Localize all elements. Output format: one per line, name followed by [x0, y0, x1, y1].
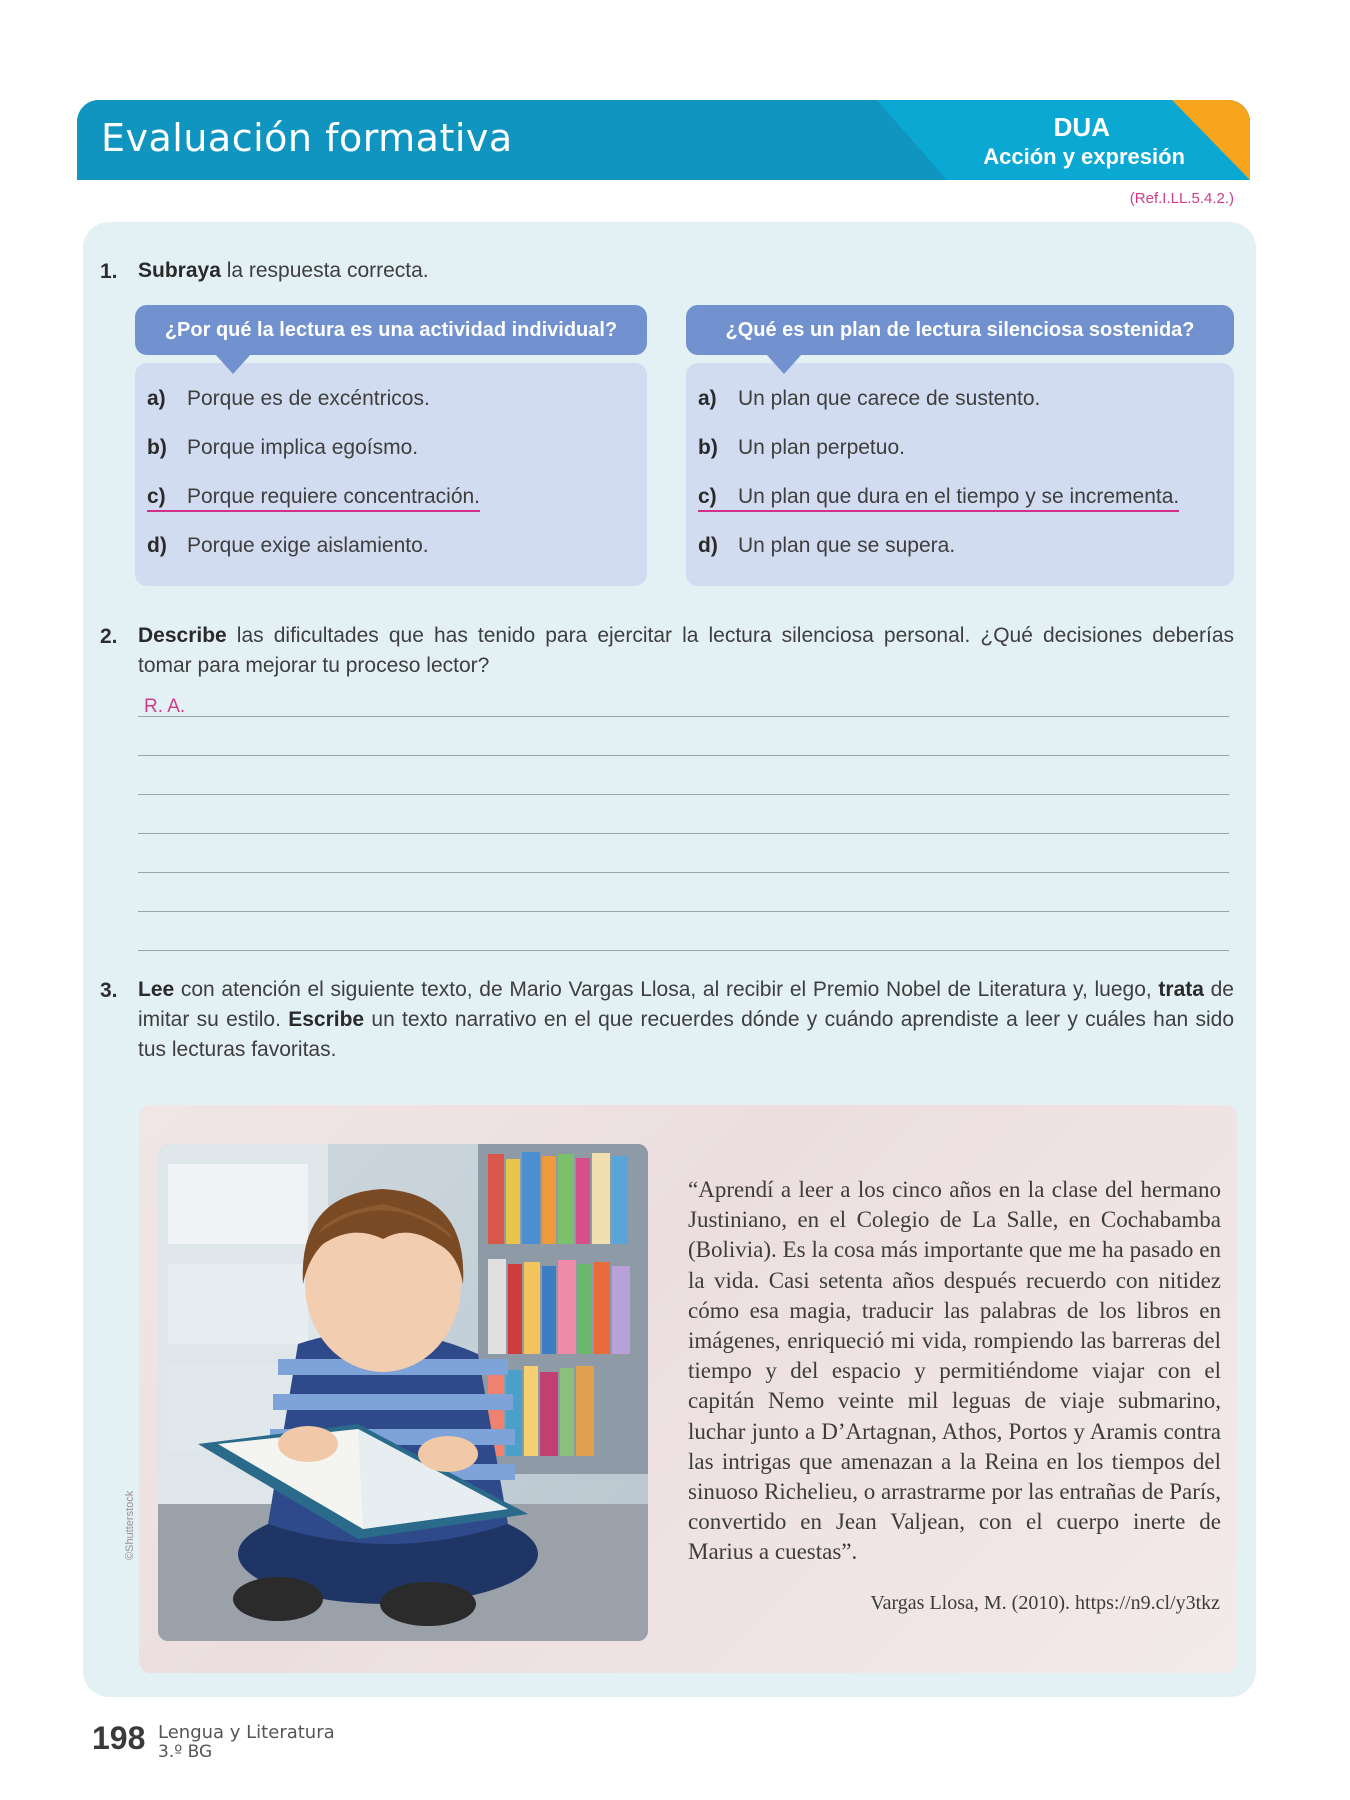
option-1d[interactable]: d) Porque exige aislamiento. [147, 534, 429, 557]
question-1-rest: la respuesta correcta. [220, 259, 429, 282]
child-reading-photo [158, 1144, 648, 1641]
photo-credit: ©Shutterstock [124, 1490, 136, 1560]
writing-line[interactable] [138, 755, 1229, 756]
question-box-2-pointer [766, 354, 802, 374]
writing-line[interactable] [138, 716, 1229, 717]
question-1-number: 1. [100, 260, 118, 283]
question-box-2-header: ¿Qué es un plan de lectura silenciosa sostenida? [686, 305, 1234, 355]
section-header [77, 100, 1250, 180]
question-2-rest: las dificultades que has tenido para ejercitar la lectura silenciosa personal. ¿Qué decisiones deberías tomar para mejorar tu proceso lector? [138, 624, 1234, 677]
answer-text: R. A. [144, 696, 186, 717]
question-box-1-pointer [215, 354, 251, 374]
book-grade: 3.º BG [158, 1742, 213, 1762]
dua-subtitle: Acción y expresión [983, 144, 1185, 169]
quote-text: “Aprendí a leer a los cinco años en la clase del hermano Justiniano, en el Colegio de La Salle, en Cochabamba (Bolivia). Es la cosa más importante que me ha pasado en la vida. Casi setenta años después recuerdo con nitidez cómo esa magia, traducir las palabras de los libros en imágenes, enriqueció mi vida, rompiendo las barreras del tiempo y del espacio y permitiéndome viajar con el capitán Nemo veinte mil leguas de viaje submarino, luchar junto a D’Artagnan, Athos, Portos y Aramis contra las intrigas que amenazan a la Reina en los tiempos del sinuoso Richelieu, o arrastrarme por las entrañas de París, convertido en Jean Valjean, con el cuerpo inerte de Marius a cuestas”. [688, 1177, 1221, 1565]
writing-line[interactable] [138, 950, 1229, 951]
question-box-1-header: ¿Por qué la lectura es una actividad individual? [135, 305, 647, 355]
writing-line[interactable] [138, 833, 1229, 834]
child-reading-illustration [158, 1144, 648, 1641]
question-3-number: 3. [100, 979, 118, 1002]
question-3-verb-trata: trata [1158, 978, 1204, 1001]
question-1-instruction [138, 256, 429, 286]
question-2-verb: Describe [138, 624, 227, 647]
writing-line[interactable] [138, 911, 1229, 912]
reference-code: (Ref.I.LL.5.4.2.) [1129, 190, 1234, 207]
page-title: Evaluación formativa [101, 116, 513, 160]
question-3-instruction: Lee con atención el siguiente texto, de Mario Vargas Llosa, al recibir el Premio Nobel de Literatura y, luego, trata de imitar su estilo. Escribe un texto narrativo en el que recuerdes dónde y cuándo aprendiste a leer y cuáles han sido tus lecturas favoritas. [138, 978, 1234, 1061]
option-2c[interactable]: c) Un plan que dura en el tiempo y se incrementa. [698, 485, 1179, 512]
writing-line[interactable] [138, 794, 1229, 795]
option-1c[interactable]: c) Porque requiere concentración. [147, 485, 480, 512]
question-3-verb-escribe: Escribe [288, 1008, 365, 1031]
option-1b[interactable]: b) Porque implica egoísmo. [147, 436, 419, 459]
writing-line[interactable] [138, 872, 1229, 873]
option-2a[interactable]: a) Un plan que carece de sustento. [698, 387, 1041, 410]
question-2-instruction [138, 621, 1234, 681]
question-box-1-body [135, 363, 647, 586]
question-3-verb-lee: Lee [138, 978, 175, 1001]
quote-source: Vargas Llosa, M. (2010). https://n9.cl/y3tkz [870, 1592, 1220, 1614]
option-2d[interactable]: d) Un plan que se supera. [698, 534, 956, 557]
option-1a[interactable]: a) Porque es de excéntricos. [147, 387, 430, 410]
dua-title: DUA [1053, 112, 1110, 142]
option-2b[interactable]: b) Un plan perpetuo. [698, 436, 905, 459]
book-subject: Lengua y Literatura [158, 1722, 335, 1743]
question-2-number: 2. [100, 625, 118, 648]
question-1-verb: Subraya [138, 259, 221, 282]
question-box-2-body [686, 363, 1234, 586]
page-number: 198 [92, 1720, 146, 1756]
